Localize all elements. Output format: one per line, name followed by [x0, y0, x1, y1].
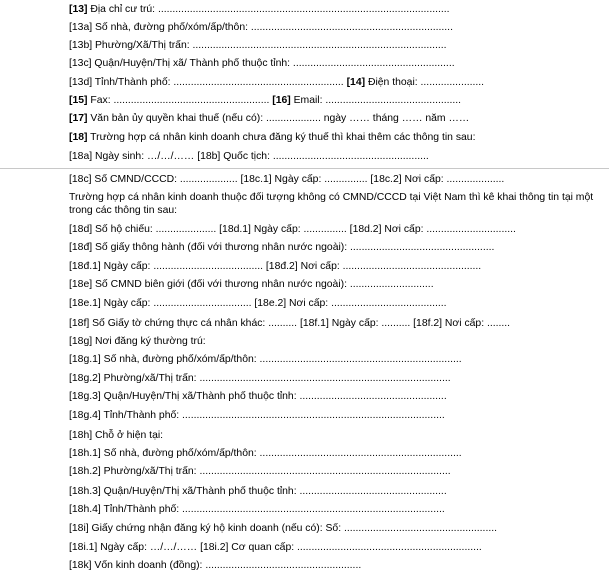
- field-text: [18k] Vốn kinh doanh (đồng): ......................................................: [69, 560, 362, 571]
- form-line-l18note: [69, 191, 601, 217]
- form-line-l18dd1: [69, 260, 601, 273]
- field-text: [18g.3] Quận/Huyện/Thị xã/Thành phố thuộc tỉnh: ...................................................: [69, 391, 447, 402]
- field-text: [13c] Quận/Huyện/Thị xã/ Thành phố thuộc tỉnh: ........................................................: [69, 58, 455, 69]
- form-line-l13d: [69, 76, 601, 89]
- form-line-l18g: [69, 335, 601, 348]
- field-text: [18h] Chỗ ở hiện tại:: [69, 430, 164, 441]
- field-text: [18h.3] Quận/Huyện/Thị xã/Thành phố thuộc tỉnh: ...................................................: [69, 486, 447, 497]
- field-text: [18h.1] Số nhà, đường phố/xóm/ấp/thôn: ......................................................................: [69, 448, 462, 459]
- form-line-l18a: [69, 150, 601, 163]
- field-number: [16]: [272, 95, 291, 106]
- field-text: [18g.1] Số nhà, đường phố/xóm/ấp/thôn: ......................................................................: [69, 354, 462, 365]
- field-text: [18đ] Số giấy thông hành (đối với thương nhân nước ngoài): ..................................................: [69, 242, 495, 253]
- field-number: [14]: [346, 77, 366, 88]
- field-number: [13]: [69, 4, 88, 15]
- form-line-l18f: [69, 317, 601, 330]
- field-number: [15]: [69, 95, 88, 106]
- form-line-l18d: [69, 223, 601, 236]
- form-line-l18e1: [69, 297, 601, 310]
- field-text: Trường hợp cá nhân kinh doanh thuộc đối tượng không có CMND/CCCD tại Việt Nam thì kê khai thông tin tại một trong các thông tin sau:: [69, 192, 594, 216]
- form-line-l18g3: [69, 390, 601, 403]
- form-line-l18g4: [69, 409, 601, 422]
- field-text: [13d] Tỉnh/Thành phố: ...........................................................: [69, 77, 347, 88]
- page-break-divider: [0, 168, 609, 169]
- field-text: [18i.1] Ngày cấp: …/…/…… [18i.2] Cơ quan cấp: ................................................................: [69, 542, 482, 553]
- field-text: Trường hợp cá nhân kinh doanh chưa đăng ký thuế thì khai thêm các thông tin sau:: [87, 132, 476, 143]
- form-line-l18h: [69, 429, 601, 442]
- field-text: [18d] Số hộ chiếu: ..................... [18d.1] Ngày cấp: ............... [18d.2] Nơi cấp: ...............................: [69, 224, 516, 235]
- form-line-l18h3: [69, 485, 601, 498]
- form-line-l13b: [69, 39, 601, 52]
- form-line-l18h2: [69, 465, 601, 478]
- form-line-l18c: [69, 173, 601, 186]
- form-line-l13c: [69, 57, 601, 70]
- form-line-l18h4: [69, 503, 601, 516]
- field-text: [18a] Ngày sinh: …/…/…… [18b] Quốc tịch: ......................................................: [69, 151, 429, 162]
- field-number: [18]: [69, 132, 88, 143]
- form-line-l18g1: [69, 353, 601, 366]
- form-line-l18e: [69, 278, 601, 291]
- field-text: [13a] Số nhà, đường phố/xóm/ấp/thôn: ......................................................................: [69, 22, 453, 33]
- field-text: Văn bản ủy quyền khai thuế (nếu có): ................... ngày …… tháng …… năm ……: [87, 113, 470, 124]
- form-line-l18k: [69, 559, 601, 572]
- field-number: [17]: [69, 113, 88, 124]
- form-line-l18dd: [69, 241, 601, 254]
- form-line-l18i1: [69, 541, 601, 554]
- field-text: [18g.4] Tỉnh/Thành phố: ...........................................................................................: [69, 410, 445, 421]
- field-text: [13b] Phường/Xã/Thị trấn: ........................................................................................: [69, 40, 447, 51]
- field-text: Fax: ......................................................: [87, 95, 273, 106]
- field-text: [18c] Số CMND/CCCD: .................... [18c.1] Ngày cấp: ............... [18c.2] Nơi cấp: ....................: [69, 174, 505, 185]
- field-text: [18g] Nơi đăng ký thường trú:: [69, 336, 206, 347]
- field-text: [18đ.1] Ngày cấp: ...................................... [18đ.2] Nơi cấp: ................................................: [69, 261, 482, 272]
- form-line-l13: [69, 3, 601, 16]
- field-text: [18g.2] Phường/xã/Thị trấn: .......................................................................................: [69, 373, 451, 384]
- field-text: [18h.2] Phường/xã/Thị trấn: .......................................................................................: [69, 466, 451, 477]
- field-text: [18i] Giấy chứng nhận đăng ký hộ kinh doanh (nếu có): Số: .....................................................: [69, 523, 497, 534]
- form-line-l18i: [69, 522, 601, 535]
- form-line-l18g2: [69, 372, 601, 385]
- field-text: Địa chỉ cư trú: .....................................................................................................: [87, 4, 450, 15]
- form-line-l17: [69, 112, 601, 125]
- field-text: [18f] Số Giấy tờ chứng thực cá nhân khác: .......... [18f.1] Ngày cấp: .......... [18f.2] Nơi cấp: ........: [69, 318, 511, 329]
- field-text: Email: ...............................................: [290, 95, 462, 106]
- form-line-l13a: [69, 21, 601, 34]
- field-text: Điện thoại: ......................: [365, 77, 485, 88]
- form-line-l18h1: [69, 447, 601, 460]
- field-text: [18h.4] Tỉnh/Thành phố: ...........................................................................................: [69, 504, 445, 515]
- form-line-l15: [69, 94, 601, 107]
- field-text: [18e.1] Ngày cấp: .................................. [18e.2] Nơi cấp: ........................................: [69, 298, 447, 309]
- form-line-l18: [69, 131, 601, 144]
- field-text: [18e] Số CMND biên giới (đối với thương nhân nước ngoài): .............................: [69, 279, 434, 290]
